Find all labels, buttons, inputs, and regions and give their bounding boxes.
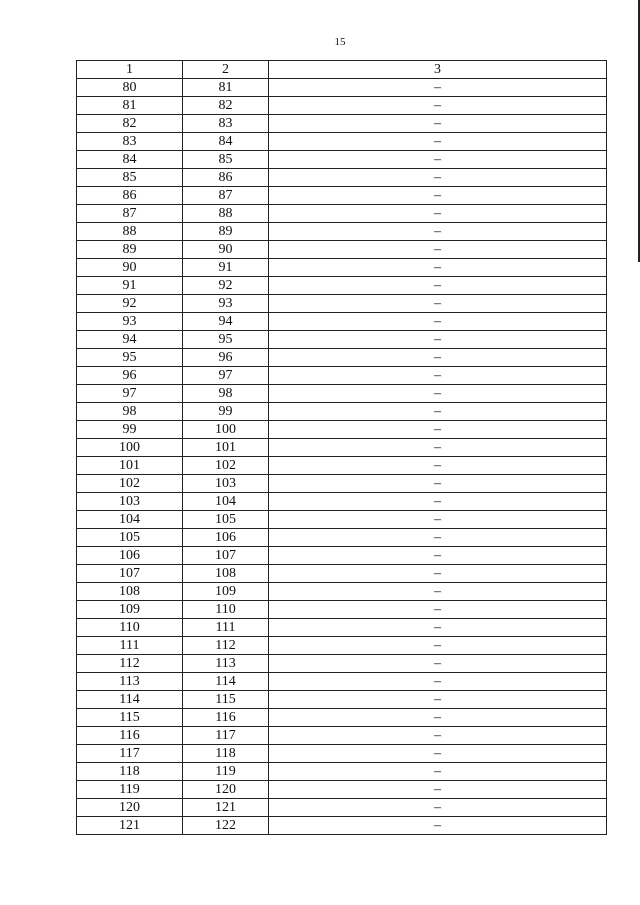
table-cell-col-3: – — [269, 781, 607, 799]
table-cell-col-3: – — [269, 637, 607, 655]
table-cell-col-2: 106 — [183, 529, 269, 547]
table-row — [77, 673, 607, 691]
table-row — [77, 349, 607, 367]
table-row — [77, 601, 607, 619]
table-cell-col-3: – — [269, 313, 607, 331]
table-cell-col-1: 96 — [77, 367, 183, 385]
table-row — [77, 493, 607, 511]
table-cell-col-3: – — [269, 727, 607, 745]
table-header-row — [77, 61, 607, 79]
table-cell-col-2: 119 — [183, 763, 269, 781]
table-cell-col-1: 93 — [77, 313, 183, 331]
table-cell-col-2: 103 — [183, 475, 269, 493]
table-cell-col-2: 95 — [183, 331, 269, 349]
table-cell-col-2: 112 — [183, 637, 269, 655]
table-cell-col-1: 106 — [77, 547, 183, 565]
table-cell-col-2: 87 — [183, 187, 269, 205]
column-header-2: 2 — [183, 61, 269, 79]
table-cell-col-1: 95 — [77, 349, 183, 367]
table-cell-col-2: 90 — [183, 241, 269, 259]
table-row — [77, 637, 607, 655]
table-row — [77, 547, 607, 565]
table-cell-col-2: 92 — [183, 277, 269, 295]
table-row — [77, 781, 607, 799]
table-cell-col-3: – — [269, 565, 607, 583]
table-cell-col-2: 81 — [183, 79, 269, 97]
table-cell-col-1: 91 — [77, 277, 183, 295]
table-cell-col-2: 88 — [183, 205, 269, 223]
table-cell-col-2: 96 — [183, 349, 269, 367]
table-cell-col-2: 120 — [183, 781, 269, 799]
table-cell-col-2: 115 — [183, 691, 269, 709]
table-row — [77, 439, 607, 457]
table-cell-col-1: 114 — [77, 691, 183, 709]
table-cell-col-1: 90 — [77, 259, 183, 277]
table-cell-col-2: 89 — [183, 223, 269, 241]
table-cell-col-1: 84 — [77, 151, 183, 169]
table-cell-col-1: 105 — [77, 529, 183, 547]
table-cell-col-2: 101 — [183, 439, 269, 457]
table-row — [77, 565, 607, 583]
table-cell-col-1: 81 — [77, 97, 183, 115]
table-cell-col-2: 116 — [183, 709, 269, 727]
table-cell-col-1: 83 — [77, 133, 183, 151]
table-cell-col-1: 82 — [77, 115, 183, 133]
table-cell-col-1: 94 — [77, 331, 183, 349]
table-row — [77, 799, 607, 817]
table-cell-col-1: 85 — [77, 169, 183, 187]
table-cell-col-3: – — [269, 349, 607, 367]
table-row — [77, 241, 607, 259]
table-cell-col-3: – — [269, 403, 607, 421]
table-cell-col-1: 110 — [77, 619, 183, 637]
table-cell-col-1: 113 — [77, 673, 183, 691]
table-cell-col-1: 102 — [77, 475, 183, 493]
table-cell-col-3: – — [269, 619, 607, 637]
data-table — [76, 60, 607, 835]
table-row — [77, 745, 607, 763]
table-cell-col-3: – — [269, 169, 607, 187]
table-cell-col-1: 80 — [77, 79, 183, 97]
table-cell-col-1: 86 — [77, 187, 183, 205]
table-cell-col-1: 121 — [77, 817, 183, 835]
table-row — [77, 457, 607, 475]
table-cell-col-3: – — [269, 511, 607, 529]
table-row — [77, 475, 607, 493]
table-cell-col-3: – — [269, 709, 607, 727]
table-cell-col-1: 115 — [77, 709, 183, 727]
table-body — [77, 79, 607, 835]
table-cell-col-3: – — [269, 79, 607, 97]
table-cell-col-2: 99 — [183, 403, 269, 421]
table-cell-col-3: – — [269, 583, 607, 601]
page-number: 15 — [334, 36, 346, 48]
table-cell-col-3: – — [269, 529, 607, 547]
table-cell-col-1: 109 — [77, 601, 183, 619]
table-cell-col-3: – — [269, 493, 607, 511]
table-cell-col-1: 117 — [77, 745, 183, 763]
table-cell-col-1: 100 — [77, 439, 183, 457]
table-row — [77, 169, 607, 187]
table-cell-col-2: 85 — [183, 151, 269, 169]
table-cell-col-2: 98 — [183, 385, 269, 403]
table-cell-col-3: – — [269, 475, 607, 493]
table-cell-col-2: 84 — [183, 133, 269, 151]
table-cell-col-1: 112 — [77, 655, 183, 673]
table-cell-col-1: 111 — [77, 637, 183, 655]
table-cell-col-2: 122 — [183, 817, 269, 835]
table-cell-col-2: 86 — [183, 169, 269, 187]
table-cell-col-3: – — [269, 259, 607, 277]
table-row — [77, 187, 607, 205]
table-cell-col-1: 120 — [77, 799, 183, 817]
table-cell-col-2: 114 — [183, 673, 269, 691]
table-cell-col-1: 108 — [77, 583, 183, 601]
table-cell-col-3: – — [269, 421, 607, 439]
table-cell-col-2: 108 — [183, 565, 269, 583]
table-row — [77, 709, 607, 727]
table-row — [77, 655, 607, 673]
table-row — [77, 79, 607, 97]
table-cell-col-2: 83 — [183, 115, 269, 133]
table-cell-col-3: – — [269, 97, 607, 115]
table-cell-col-3: – — [269, 277, 607, 295]
table-cell-col-3: – — [269, 673, 607, 691]
table-cell-col-2: 109 — [183, 583, 269, 601]
table-cell-col-1: 104 — [77, 511, 183, 529]
table-row — [77, 511, 607, 529]
table-cell-col-3: – — [269, 763, 607, 781]
table-cell-col-1: 103 — [77, 493, 183, 511]
table-cell-col-3: – — [269, 385, 607, 403]
table-cell-col-3: – — [269, 817, 607, 835]
table-cell-col-3: – — [269, 205, 607, 223]
table-cell-col-3: – — [269, 439, 607, 457]
table-cell-col-1: 101 — [77, 457, 183, 475]
table-cell-col-3: – — [269, 799, 607, 817]
table-row — [77, 691, 607, 709]
table-cell-col-3: – — [269, 601, 607, 619]
table-row — [77, 133, 607, 151]
table-cell-col-1: 118 — [77, 763, 183, 781]
table-cell-col-3: – — [269, 241, 607, 259]
table-row — [77, 97, 607, 115]
table-cell-col-3: – — [269, 133, 607, 151]
table-cell-col-2: 94 — [183, 313, 269, 331]
table-cell-col-3: – — [269, 331, 607, 349]
table-cell-col-2: 113 — [183, 655, 269, 673]
table-cell-col-2: 82 — [183, 97, 269, 115]
table-cell-col-1: 98 — [77, 403, 183, 421]
table-row — [77, 583, 607, 601]
table-cell-col-3: – — [269, 187, 607, 205]
table-cell-col-1: 107 — [77, 565, 183, 583]
table-row — [77, 205, 607, 223]
table-row — [77, 367, 607, 385]
table-row — [77, 817, 607, 835]
table-row — [77, 277, 607, 295]
table-cell-col-3: – — [269, 295, 607, 313]
table-cell-col-1: 99 — [77, 421, 183, 439]
table-row — [77, 115, 607, 133]
table-cell-col-3: – — [269, 115, 607, 133]
table-cell-col-2: 91 — [183, 259, 269, 277]
table-row — [77, 385, 607, 403]
table-row — [77, 313, 607, 331]
table-cell-col-2: 121 — [183, 799, 269, 817]
table-cell-col-1: 116 — [77, 727, 183, 745]
table-row — [77, 421, 607, 439]
table-cell-col-3: – — [269, 367, 607, 385]
table-cell-col-2: 104 — [183, 493, 269, 511]
table-row — [77, 727, 607, 745]
table-cell-col-2: 93 — [183, 295, 269, 313]
table-cell-col-3: – — [269, 655, 607, 673]
column-header-1: 1 — [77, 61, 183, 79]
table-row — [77, 295, 607, 313]
table-row — [77, 763, 607, 781]
table-cell-col-2: 107 — [183, 547, 269, 565]
table-row — [77, 223, 607, 241]
table-cell-col-1: 87 — [77, 205, 183, 223]
table-cell-col-3: – — [269, 547, 607, 565]
column-header-3: 3 — [269, 61, 607, 79]
table-cell-col-2: 110 — [183, 601, 269, 619]
table-cell-col-2: 118 — [183, 745, 269, 763]
table-cell-col-2: 105 — [183, 511, 269, 529]
table-cell-col-2: 102 — [183, 457, 269, 475]
table-row — [77, 151, 607, 169]
table-cell-col-3: – — [269, 457, 607, 475]
table-cell-col-2: 100 — [183, 421, 269, 439]
table-cell-col-1: 119 — [77, 781, 183, 799]
table-cell-col-3: – — [269, 151, 607, 169]
table-row — [77, 331, 607, 349]
table-cell-col-3: – — [269, 745, 607, 763]
table-cell-col-1: 89 — [77, 241, 183, 259]
table-row — [77, 619, 607, 637]
table-cell-col-3: – — [269, 691, 607, 709]
table-cell-col-3: – — [269, 223, 607, 241]
table-row — [77, 529, 607, 547]
table-cell-col-1: 97 — [77, 385, 183, 403]
data-table-container — [76, 60, 606, 835]
table-cell-col-2: 111 — [183, 619, 269, 637]
table-cell-col-2: 97 — [183, 367, 269, 385]
table-row — [77, 259, 607, 277]
table-cell-col-1: 92 — [77, 295, 183, 313]
table-cell-col-1: 88 — [77, 223, 183, 241]
table-cell-col-2: 117 — [183, 727, 269, 745]
table-row — [77, 403, 607, 421]
